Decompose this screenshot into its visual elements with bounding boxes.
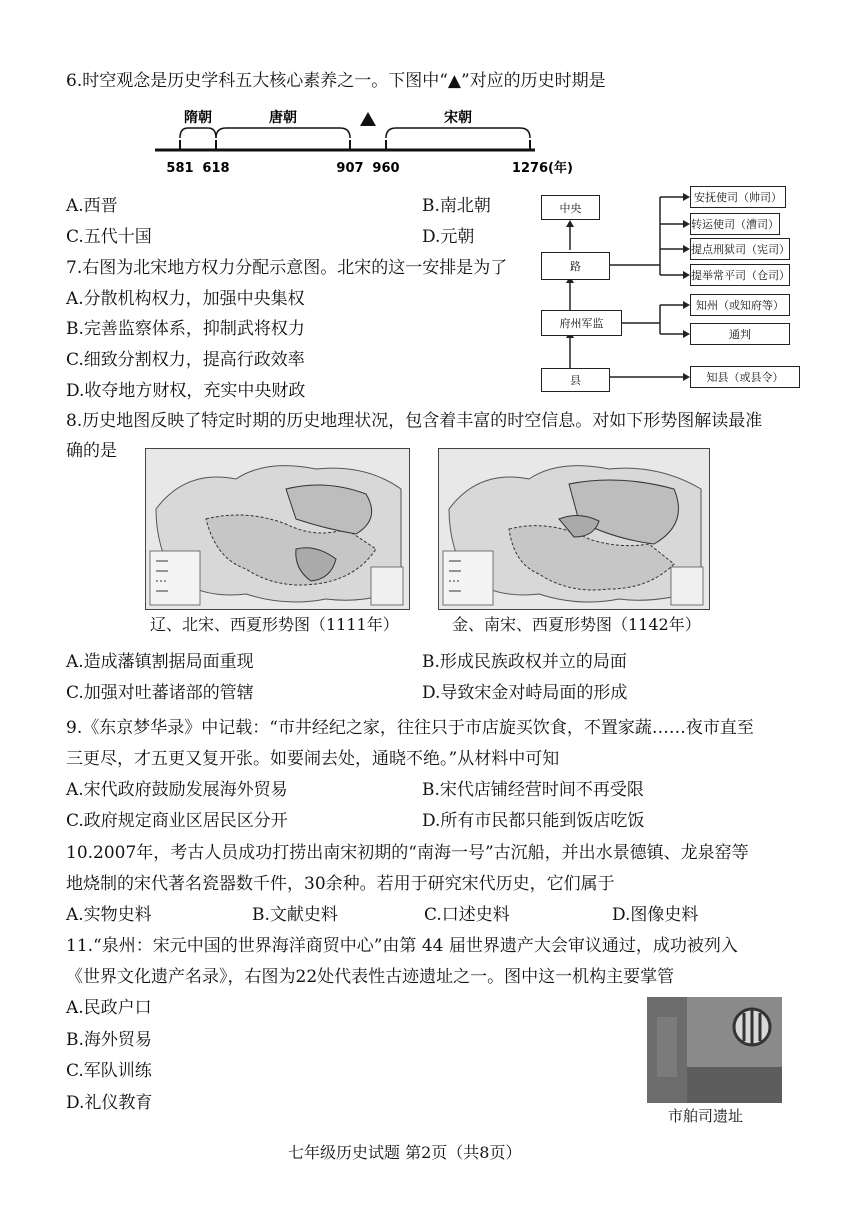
q11-option-b[interactable]: B.海外贸易 — [66, 1030, 152, 1050]
q9-option-d[interactable]: D.所有市民都只能到饭店吃饭 — [422, 811, 645, 831]
q10-stem-cont: 地烧制的宋代著名瓷器数千件，30余种。若用于研究宋代历史，它们属于 — [66, 874, 615, 894]
year-label: 907 — [336, 161, 364, 176]
period-label: 隋朝 — [184, 110, 212, 126]
lu-office-box: 提举常平司（仓司） — [690, 264, 790, 286]
q8-option-c[interactable]: C.加强对吐蕃诸部的管辖 — [66, 683, 254, 703]
central-box: 中央 — [541, 195, 600, 220]
q11-option-a[interactable]: A.民政户口 — [66, 998, 152, 1018]
q10-option-a[interactable]: A.实物史料 — [66, 905, 152, 925]
q6-option-b[interactable]: B.南北朝 — [422, 196, 491, 216]
q7-stem: 7.右图为北宋地方权力分配示意图。北宋的这一安排是为了 — [66, 258, 508, 278]
q10-option-c[interactable]: C.口述史料 — [424, 905, 510, 925]
lu-office-box: 安抚使司（帅司） — [690, 186, 786, 208]
q8-option-a[interactable]: A.造成藩镇割据局面重现 — [66, 652, 254, 672]
year-label: 581 — [166, 161, 194, 176]
year-label: 618 — [202, 161, 230, 176]
q6-option-a[interactable]: A.西晋 — [66, 196, 118, 216]
zhou-office-box: 知州（或知府等） — [690, 294, 790, 316]
q10-stem: 10.2007年，考古人员成功打捞出南宋初期的“南海一号”古沉船，并出水景德镇、龙泉窑等 — [66, 843, 749, 863]
q10-option-b[interactable]: B.文献史料 — [252, 905, 338, 925]
q8-option-b[interactable]: B.形成民族政权并立的局面 — [422, 652, 627, 672]
q11-stem-cont: 《世界文化遗产名录》，右图为22处代表性古迹遗址之一。图中这一机构主要掌管 — [66, 967, 675, 987]
map2-caption: 金、南宋、西夏形势图（1142年） — [452, 615, 701, 634]
year-unit: (年) — [548, 161, 573, 176]
q8-option-d[interactable]: D.导致宋金对峙局面的形成 — [422, 683, 628, 703]
period-label: 唐朝 — [269, 110, 297, 126]
lu-office-box: 转运使司（漕司） — [690, 213, 780, 235]
q9-option-a[interactable]: A.宋代政府鼓励发展海外贸易 — [66, 780, 288, 800]
zhou-office-box: 通判 — [690, 323, 790, 345]
fuzhou-box: 府州军监 — [541, 310, 622, 336]
xian-office-box: 知县（或县令） — [690, 366, 800, 388]
q7-option-a[interactable]: A.分散机构权力，加强中央集权 — [66, 289, 305, 309]
q6-option-d[interactable]: D.元朝 — [422, 227, 475, 247]
map-liao-song-xixia — [145, 448, 410, 610]
q11-stem: 11.“泉州：宋元中国的世界海洋商贸中心”由第 44 届世界遗产大会审议通过，成功被列入 — [66, 936, 738, 956]
q10-option-d[interactable]: D.图像史料 — [612, 905, 699, 925]
q6-option-c[interactable]: C.五代十国 — [66, 227, 152, 247]
q7-option-d[interactable]: D.收夺地方财权，充实中央财政 — [66, 381, 306, 401]
xian-box: 县 — [541, 368, 610, 392]
q8-stem-cont: 确的是 — [66, 441, 117, 461]
period-label: 宋朝 — [444, 110, 472, 126]
q9-stem-cont: 三更尽，才五更又复开张。如要闹去处，通晓不绝。”从材料中可知 — [66, 749, 560, 769]
shibosi-photo — [647, 997, 782, 1103]
q8-stem: 8.历史地图反映了特定时期的历史地理状况，包含着丰富的时空信息。对如下形势图解读最准 — [66, 411, 763, 431]
q11-option-c[interactable]: C.军队训练 — [66, 1061, 152, 1081]
q6-timeline — [150, 100, 590, 180]
q9-option-c[interactable]: C.政府规定商业区居民区分开 — [66, 811, 288, 831]
q7-option-b[interactable]: B.完善监察体系，抑制武将权力 — [66, 319, 305, 339]
q11-option-d[interactable]: D.礼仪教育 — [66, 1093, 153, 1113]
q6-stem: 6.时空观念是历史学科五大核心素养之一。下图中“▲”对应的历史时期是 — [66, 71, 606, 91]
year-label: 960 — [372, 161, 400, 176]
lu-box: 路 — [541, 252, 610, 280]
lu-office-box: 提点刑狱司（宪司） — [690, 238, 790, 260]
q7-option-c[interactable]: C.细致分割权力，提高行政效率 — [66, 350, 305, 370]
q9-option-b[interactable]: B.宋代店铺经营时间不再受限 — [422, 780, 644, 800]
page-footer: 七年级历史试题 第2页（共8页） — [288, 1143, 522, 1162]
map-jin-nansong-xixia — [438, 448, 710, 610]
triangle-marker-icon — [360, 112, 376, 126]
year-label: 1276 — [511, 161, 549, 176]
photo-caption: 市舶司遗址 — [668, 1107, 744, 1125]
q9-stem: 9.《东京梦华录》中记载：“市井经纪之家，往往只于市店旋买饮食，不置家蔬……夜市直至 — [66, 718, 754, 738]
map1-caption: 辽、北宋、西夏形势图（1111年） — [150, 615, 399, 634]
